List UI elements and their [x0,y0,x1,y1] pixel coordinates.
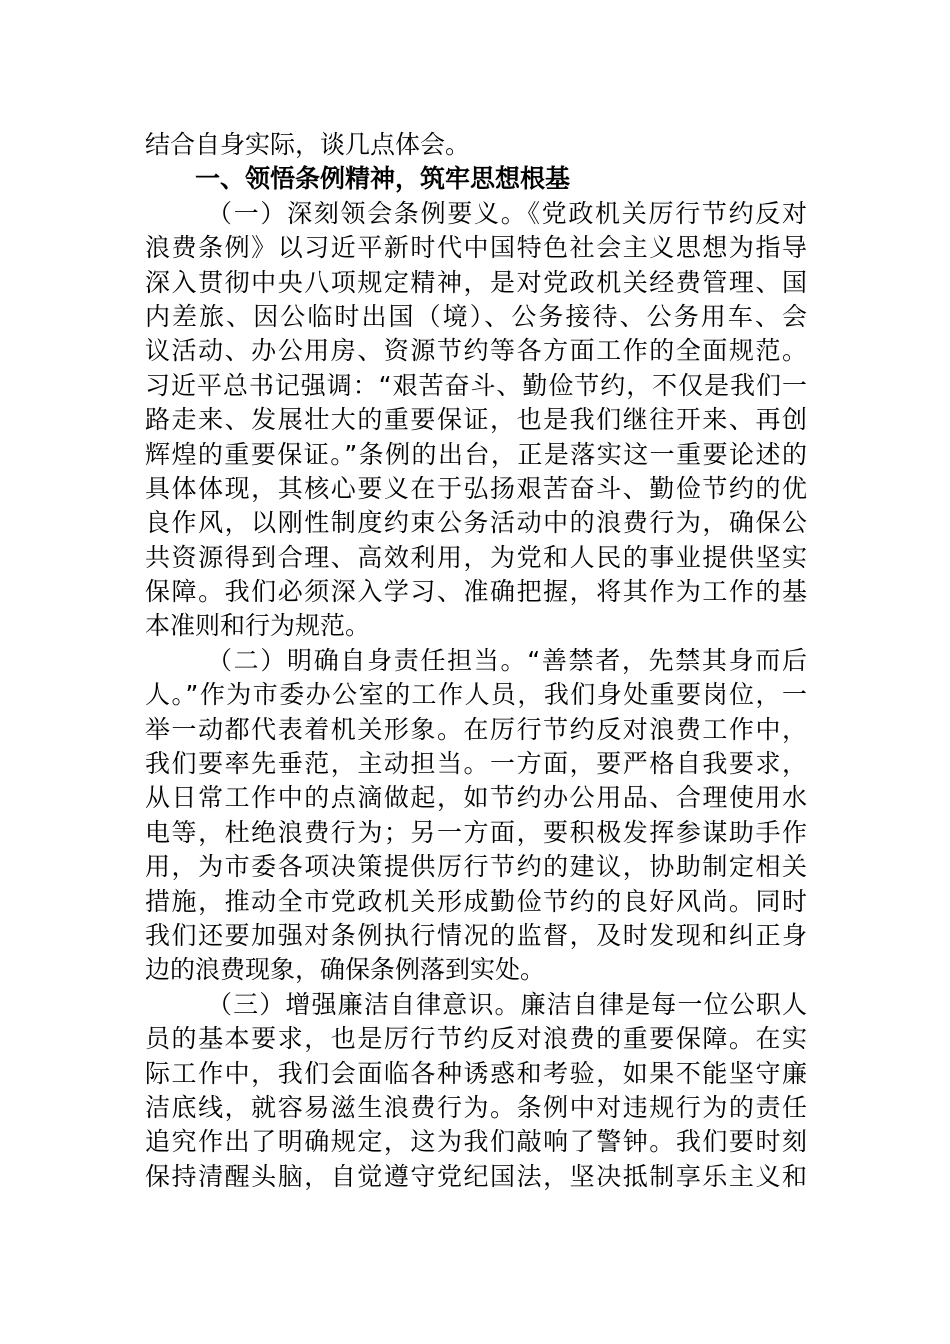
text-line: （二）明确自身责任担当。“善禁者，先禁其身而后 [207,645,807,675]
text-line: 良作风，以刚性制度约束公务活动中的浪费行为，确保公 [145,508,807,538]
text-line: 我们还要加强对条例执行情况的监督，及时发现和纠正身 [145,920,807,950]
text-line: 员的基本要求，也是厉行节约反对浪费的重要保障。在实 [145,1024,807,1054]
text-line: 具体体现，其核心要义在于弘扬艰苦奋斗、勤俭节约的优 [145,473,807,503]
text-line: 洁底线，就容易滋生浪费行为。条例中对违规行为的责任 [145,1092,807,1122]
text-line: 辉煌的重要保证。”条例的出台，正是落实这一重要论述的 [145,439,807,469]
text-line: 电等，杜绝浪费行为；另一方面，要积极发挥参谋助手作 [145,817,807,847]
text-line: 从日常工作中的点滴做起，如节约办公用品、合理使用水 [145,783,807,813]
text-line: （一）深刻领会条例要义。《党政机关厉行节约反对 [207,198,807,228]
text-line: 路走来、发展壮大的重要保证，也是我们继往开来、再创 [145,405,807,435]
text-line: 保持清醒头脑，自觉遵守党纪国法，坚决抵制享乐主义和 [145,1161,807,1191]
text-line: 际工作中，我们会面临各种诱惑和考验，如果不能坚守廉 [145,1058,807,1088]
text-line: 本准则和行为规范。 [145,611,371,641]
text-line: 我们要率先垂范，主动担当。一方面，要严格自我要求， [145,749,807,779]
document-body [145,128,807,1194]
text-line: 深入贯彻中央八项规定精神，是对党政机关经费管理、国 [145,267,807,297]
text-line: 内差旅、因公临时出国（境）、公务接待、公务用车、会 [145,301,807,331]
text-line: 共资源得到合理、高效利用，为党和人民的事业提供坚实 [145,542,807,572]
text-line: 结合自身实际，谈几点体会。 [145,130,471,159]
text-line: 习近平总书记强调：“艰苦奋斗、勤俭节约，不仅是我们一 [145,370,807,400]
text-line: 用，为市委各项决策提供厉行节约的建议，协助制定相关 [145,852,807,882]
text-line: 举一动都代表着机关形象。在厉行节约反对浪费工作中， [145,714,807,744]
text-line: 保障。我们必须深入学习、准确把握，将其作为工作的基 [145,577,807,607]
section-heading: 一、领悟条例精神，筑牢思想根基 [195,164,571,194]
text-line: 措施，推动全市党政机关形成勤俭节约的良好风尚。同时 [145,886,807,916]
text-line: 边的浪费现象，确保条例落到实处。 [145,955,546,985]
text-line: 追究作出了明确规定，这为我们敲响了警钟。我们要时刻 [145,1127,807,1157]
text-line: 议活动、办公用房、资源节约等各方面工作的全面规范。 [145,336,807,366]
text-line: （三）增强廉洁自律意识。廉洁自律是每一位公职人 [207,989,807,1019]
text-line: 人。”作为市委办公室的工作人员，我们身处重要岗位，一 [145,680,807,710]
text-line: 浪费条例》以习近平新时代中国特色社会主义思想为指导 [145,233,807,263]
